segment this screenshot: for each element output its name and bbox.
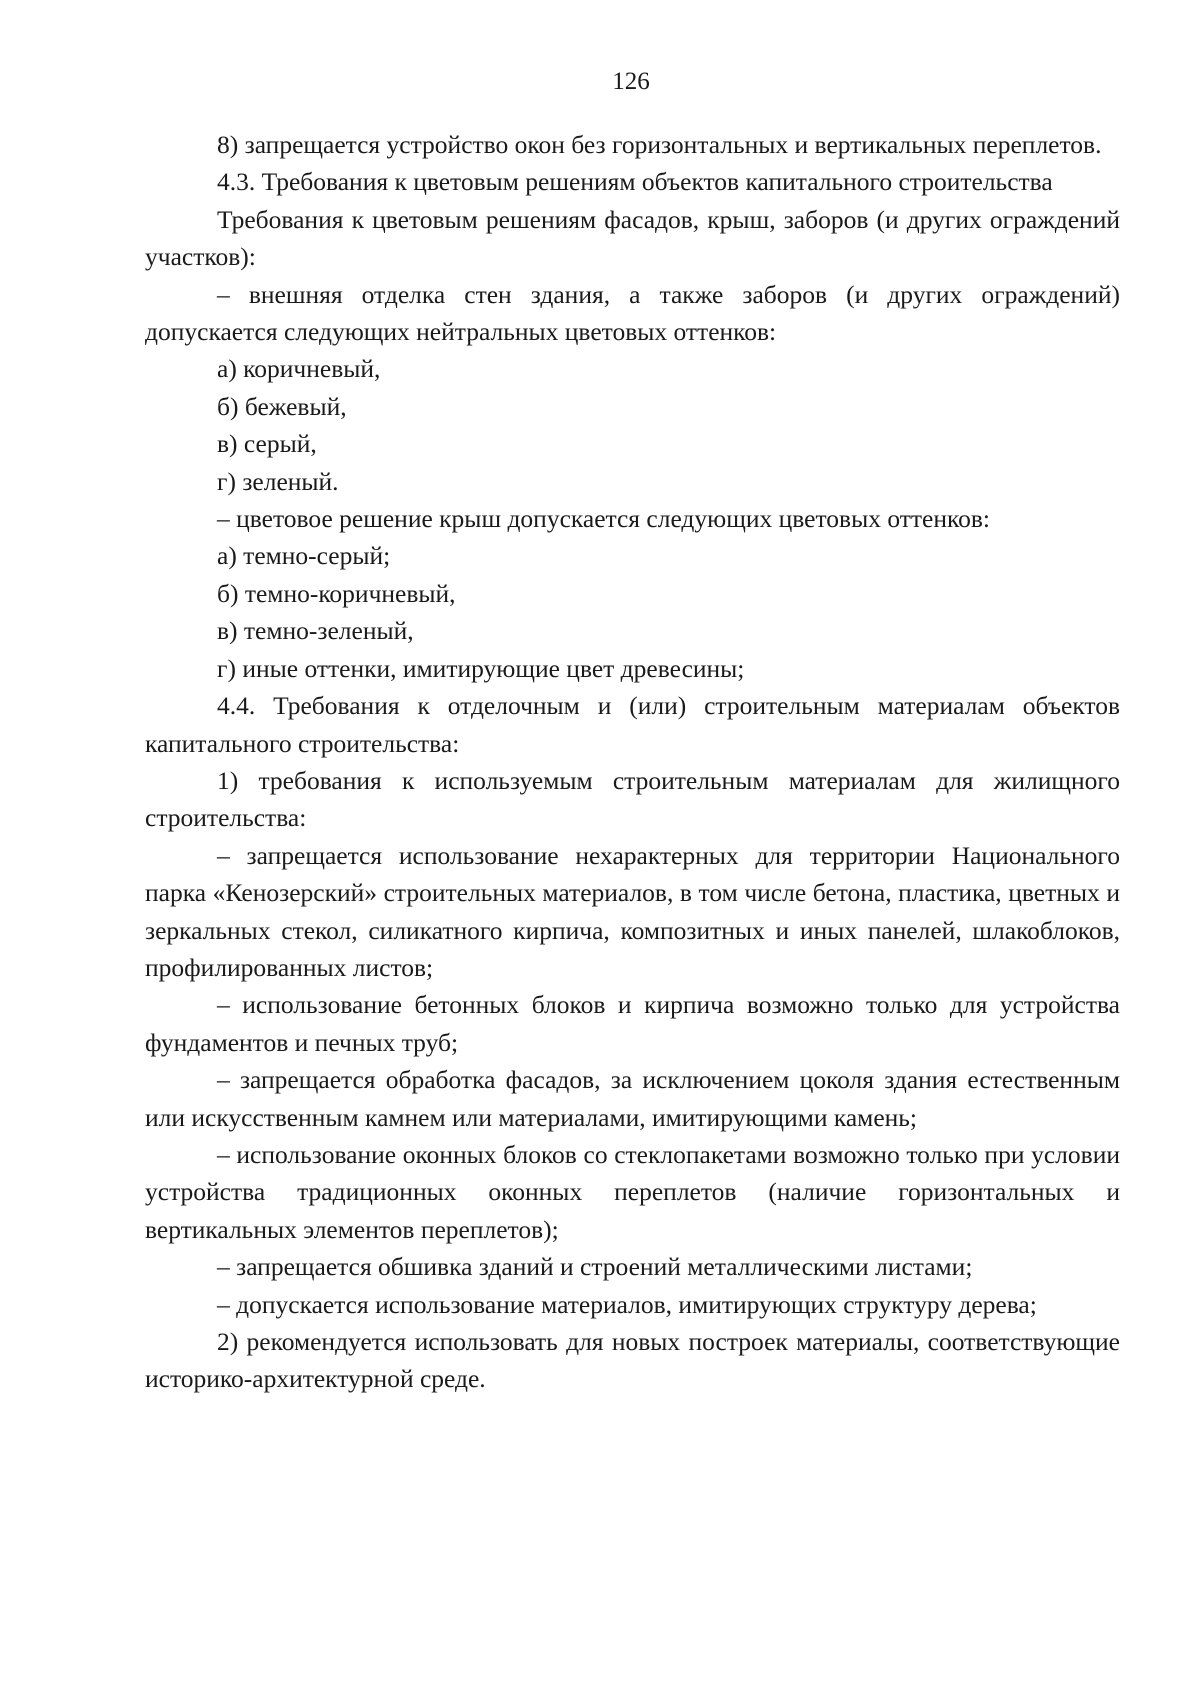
paragraph: – допускается использование материалов, имитирующих структуру дерева; [217, 1289, 1037, 1319]
document-body [145, 126, 1120, 1398]
section-heading: 4.3. Требования к цветовым решениям объектов капитального строительства [217, 167, 1053, 197]
paragraph: Требования к цветовым решениям фасадов, крыш, заборов (и других ограждений участков): [145, 204, 1120, 272]
paragraph: 1) требования к используемым строительным материалам для жилищного строительства: [145, 765, 1120, 833]
paragraph: – запрещается обшивка зданий и строений металлическими листами; [217, 1252, 973, 1282]
paragraph: – цветовое решение крыш допускается следующих цветовых оттенков: [217, 504, 990, 534]
list-item: а) темно-серый; [217, 541, 391, 571]
section-heading: 4.4. Требования к отделочным и (или) строительным материалам объектов капитального строительства: [145, 691, 1120, 758]
paragraph: – запрещается обработка фасадов, за исключением цоколя здания естественным или искусственным камнем или материалами, имитирующими камень; [145, 1065, 1120, 1132]
paragraph: – использование оконных блоков со стеклопакетами возможно только при условии устройства традиционных оконных переплетов (наличие горизонтальных и вертикальных элементов переплетов); [145, 1139, 1120, 1244]
paragraph: – использование бетонных блоков и кирпича возможно только для устройства фундаментов и печных труб; [145, 990, 1120, 1057]
list-item: в) серый, [217, 429, 317, 459]
list-item: б) темно-коричневый, [217, 578, 456, 608]
page-number: 126 [612, 68, 650, 95]
paragraph: 2) рекомендуется использовать для новых построек материалы, соответствующие историко-архитектурной среде. [145, 1327, 1120, 1394]
list-item: г) иные оттенки, имитирующие цвет древесины; [217, 653, 745, 683]
paragraph: – внешняя отделка стен здания, а также заборов (и других ограждений) допускается следующих нейтральных цветовых оттенков: [145, 279, 1120, 347]
list-item: б) бежевый, [217, 391, 347, 421]
list-item: а) коричневый, [217, 354, 381, 384]
list-item: в) темно-зеленый, [217, 616, 414, 646]
list-item: г) зеленый. [217, 466, 339, 496]
paragraph: 8) запрещается устройство окон без горизонтальных и вертикальных переплетов. [217, 130, 1102, 159]
paragraph: – запрещается использование нехарактерных для территории Национального парка «Кенозерский» строительных материалов, в том числе бетона, пластика, цветных и зеркальных стекол, силикатного кирпича, композитных и иных панелей, шлакоблоков, профилированных листов; [145, 840, 1120, 982]
